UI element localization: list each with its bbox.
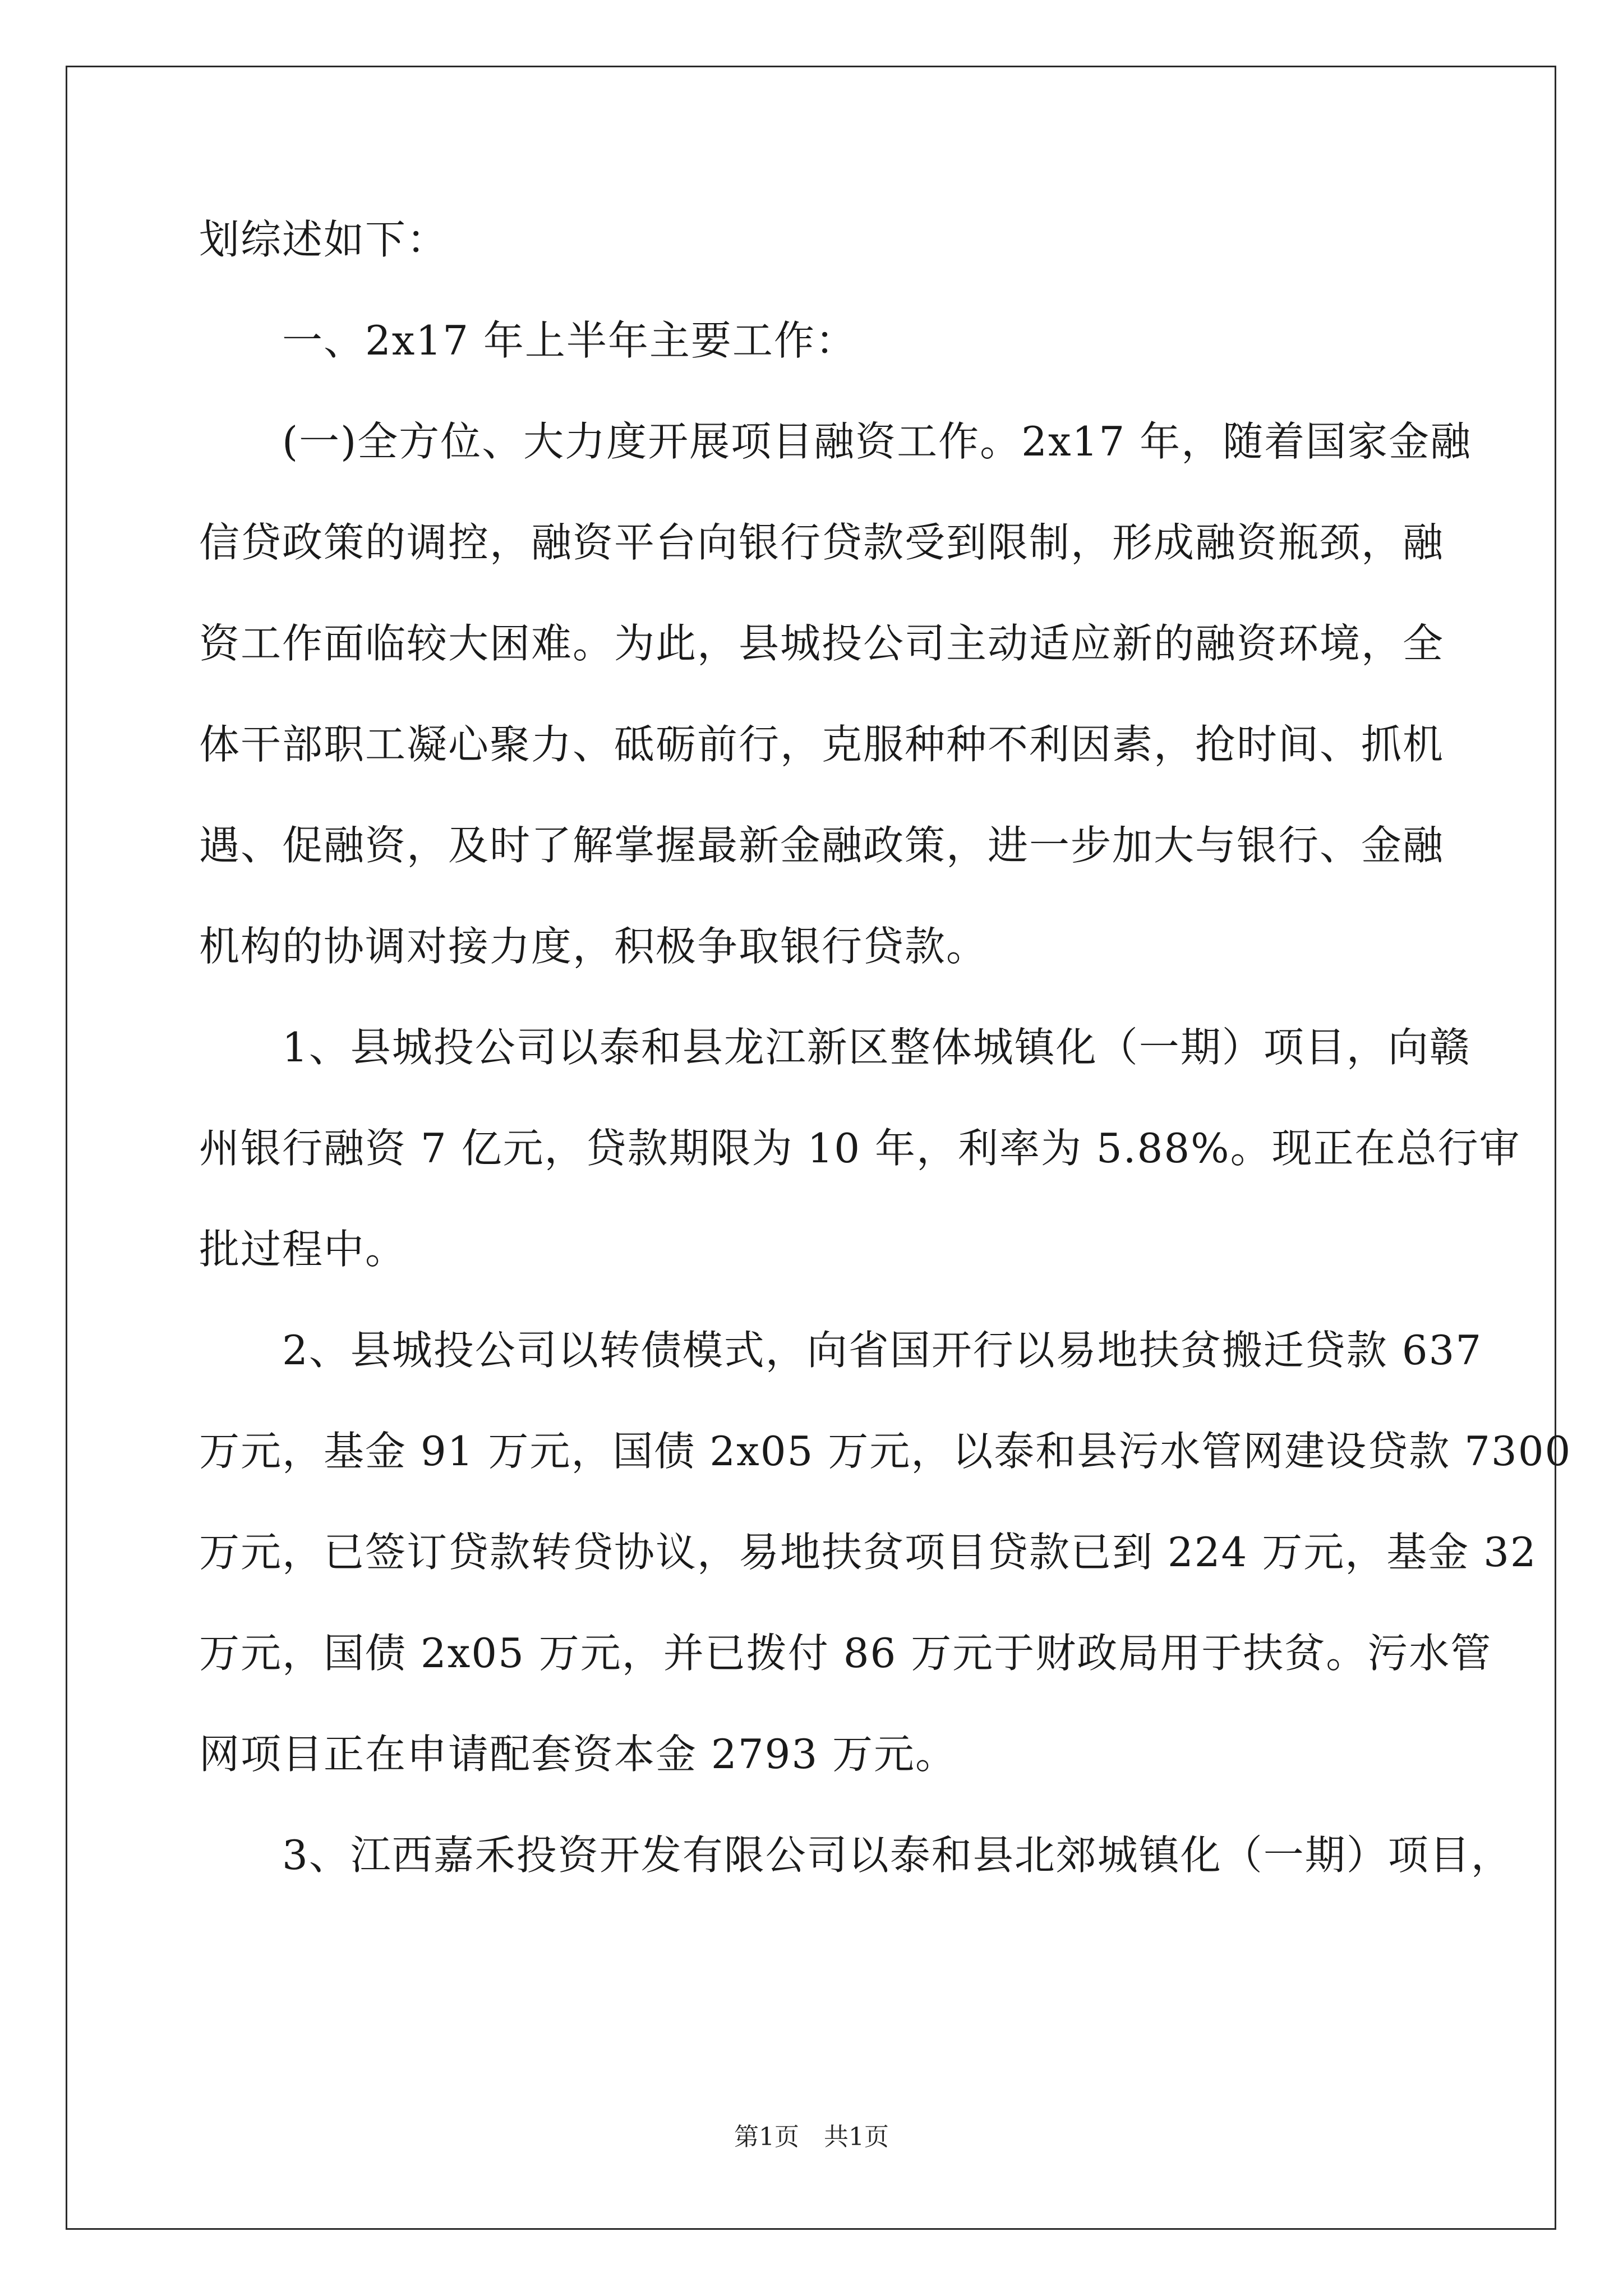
text-line: 资工作面临较大困难。为此，县城投公司主动适应新的融资环境，全 (199, 620, 1445, 667)
section-heading: 一、2x17 年上半年主要工作： (199, 317, 857, 364)
text-line: 1、县城投公司以泰和县龙江新区整体城镇化（一期）项目，向赣 (199, 1024, 1471, 1071)
text-line: 州银行融资 7 亿元，贷款期限为 10 年，利率为 5.88%。现正在总行审 (199, 1125, 1521, 1172)
text-line: 万元，国债 2x05 万元，并已拨付 86 万元于财政局用于扶贫。污水管 (199, 1630, 1492, 1677)
text-line: 3、江西嘉禾投资开发有限公司以泰和县北郊城镇化（一期）项目， (199, 1832, 1513, 1879)
text-line: 信贷政策的调控，融资平台向银行贷款受到限制，形成融资瓶颈，融 (199, 519, 1445, 566)
text-line: 2、县城投公司以转债模式，向省国开行以易地扶贫搬迁贷款 637 (199, 1327, 1483, 1374)
text-line: 批过程中。 (199, 1226, 407, 1273)
page-footer: 第1页 共1页 (734, 2123, 889, 2151)
text-line: 万元，基金 91 万元，国债 2x05 万元，以泰和县污水管网建设贷款 7300 (199, 1428, 1572, 1475)
text-line: 网项目正在申请配套资本金 2793 万元。 (199, 1731, 957, 1778)
text-line: 机构的协调对接力度，积极争取银行贷款。 (199, 923, 988, 970)
text-line: 体干部职工凝心聚力、砥砺前行，克服种种不利因素，抢时间、抓机 (199, 721, 1445, 768)
text-line: (一)全方位、大力度开展项目融资工作。2x17 年，随着国家金融 (199, 418, 1472, 465)
text-line: 万元，已签订贷款转贷协议，易地扶贫项目贷款已到 224 万元，基金 32 (199, 1529, 1537, 1576)
text-line: 遇、促融资，及时了解掌握最新金融政策，进一步加大与银行、金融 (199, 822, 1445, 869)
text-line: 划综述如下： (199, 216, 449, 263)
